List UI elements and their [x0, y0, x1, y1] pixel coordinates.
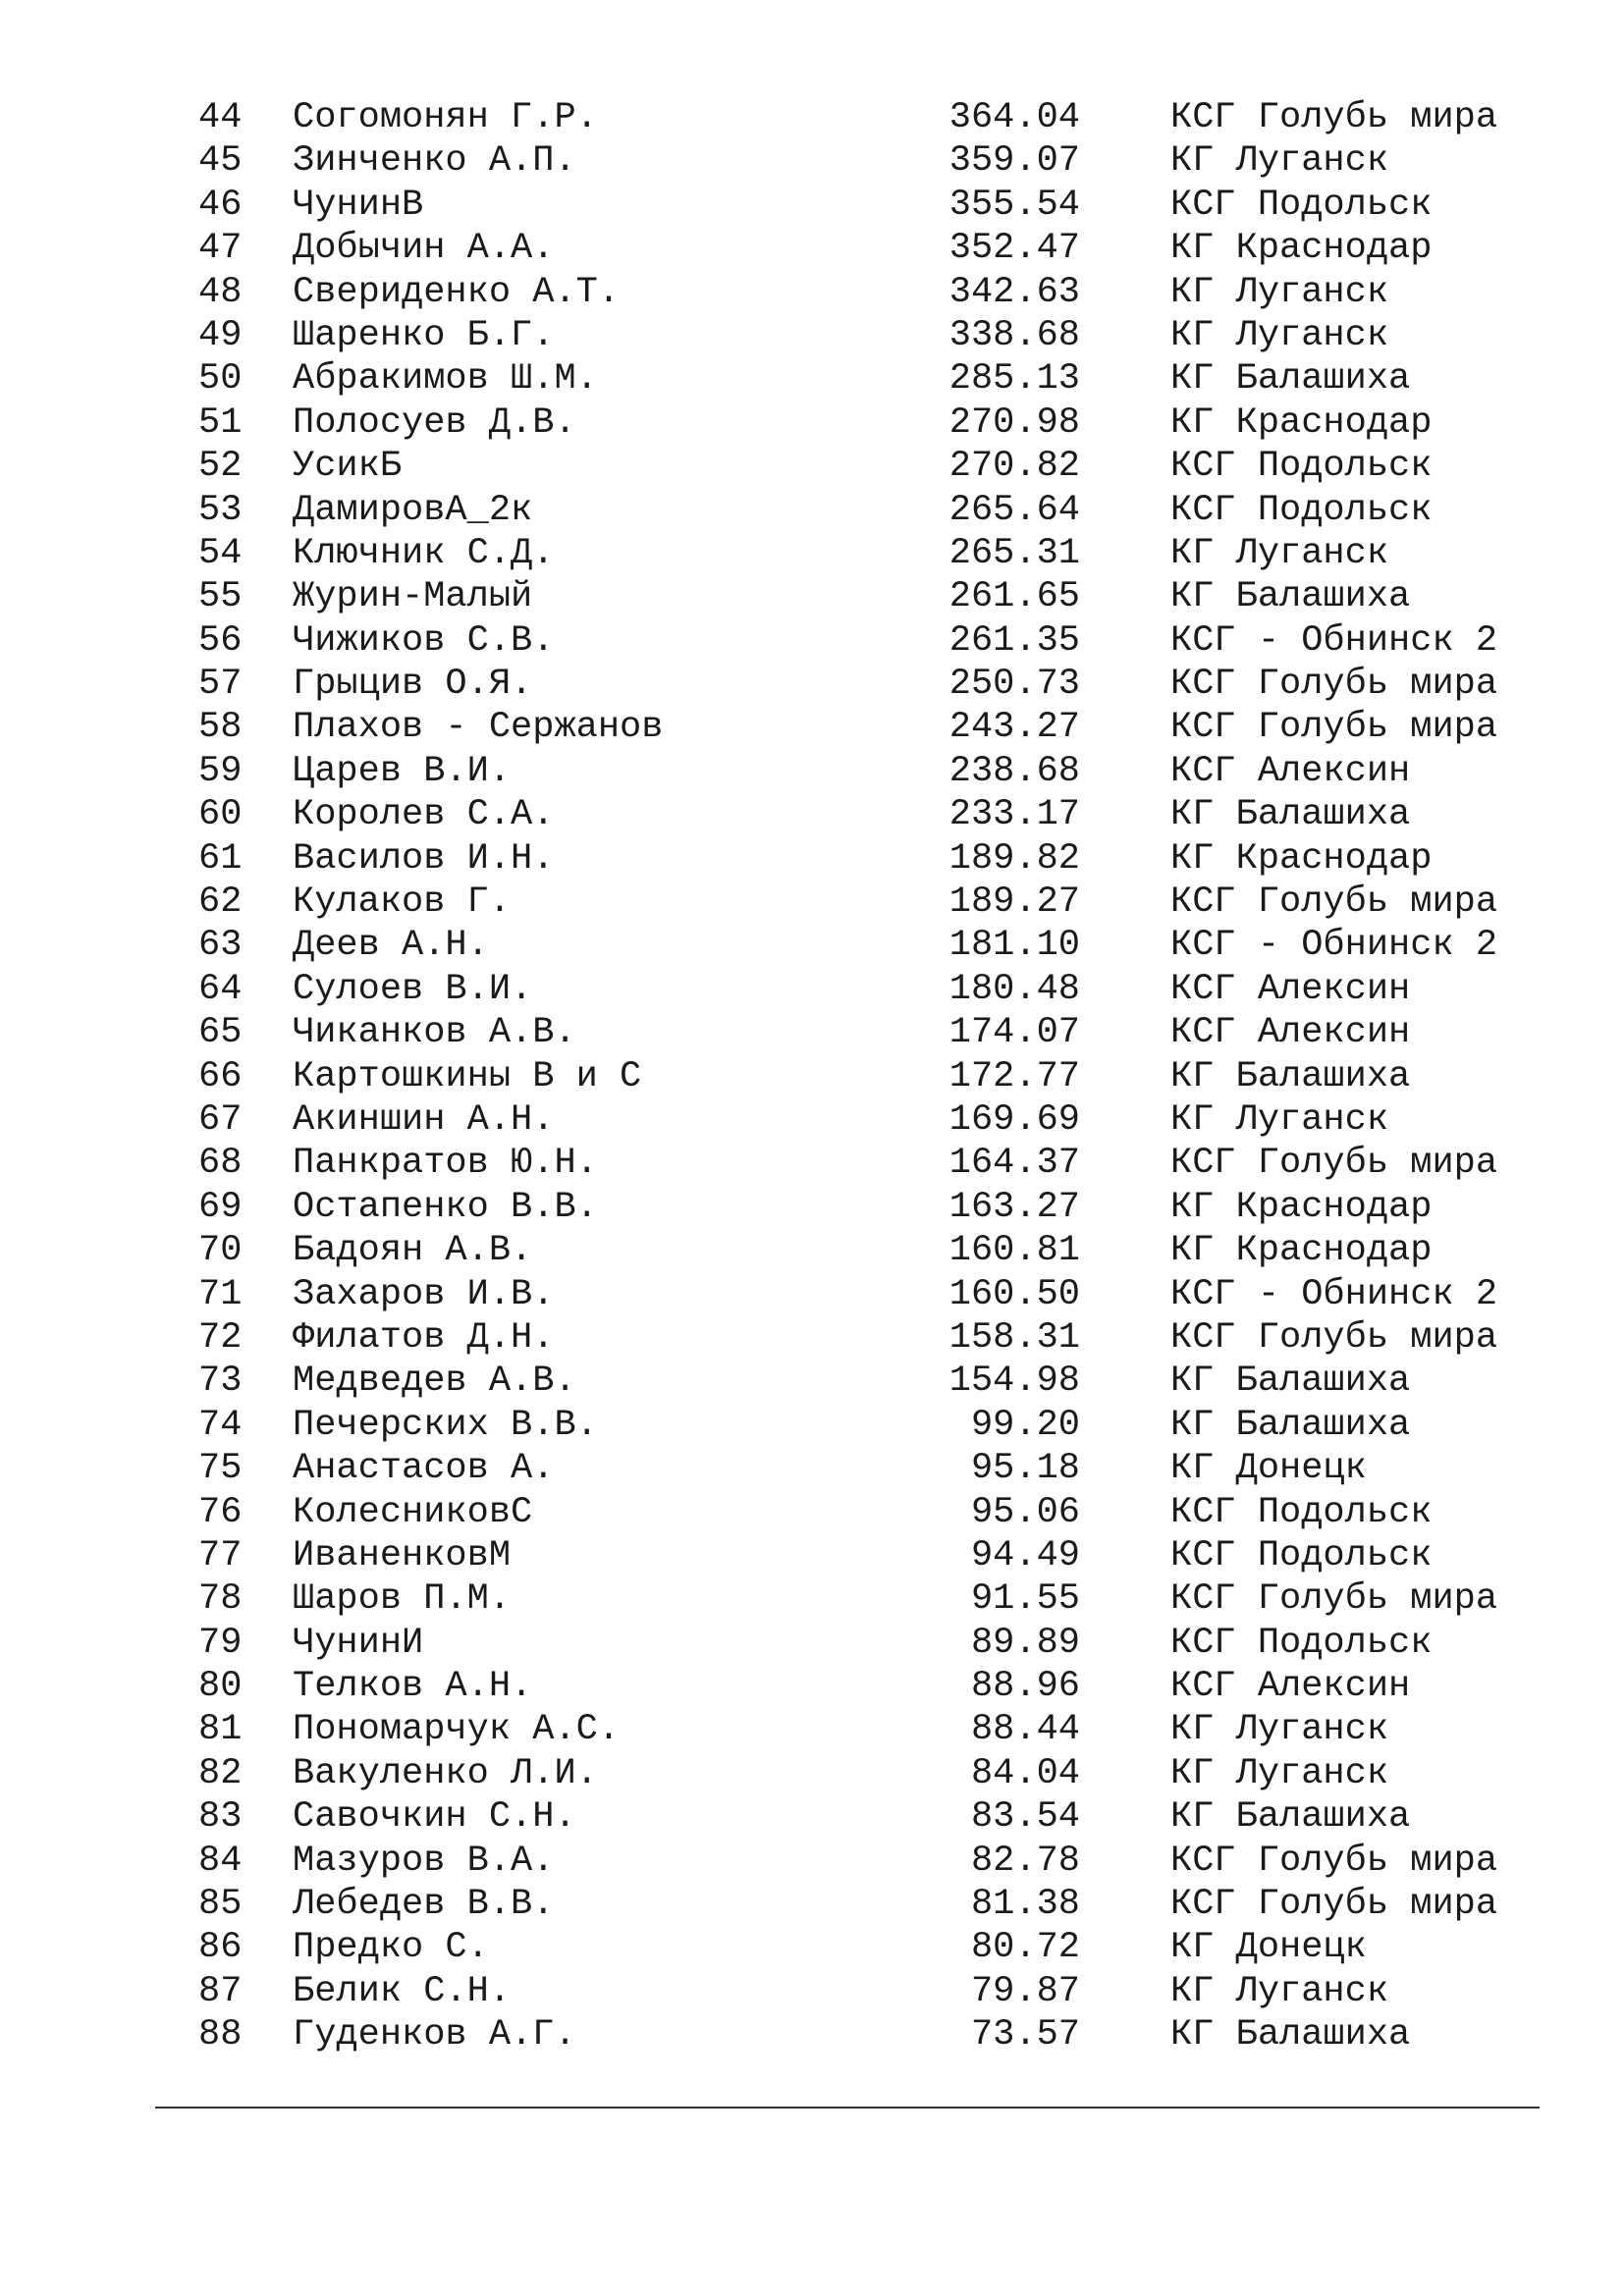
- result-row: [0, 1360, 1624, 1403]
- participant-name: Мазуров В.А.: [293, 1840, 555, 1882]
- rank-number: 83: [198, 1796, 243, 1839]
- participant-name: Захаров И.В.: [293, 1273, 555, 1315]
- club-name: КСГ Алексин: [1170, 1666, 1411, 1708]
- score-value: 164.37: [948, 1143, 1080, 1185]
- score-value: 172.77: [948, 1055, 1080, 1097]
- participant-name: ЧунинИ: [293, 1622, 424, 1664]
- participant-name: Филатов Д.Н.: [293, 1316, 555, 1359]
- rank-number: 61: [198, 837, 243, 880]
- score-value: 83.54: [970, 1796, 1080, 1839]
- participant-name: Панкратов Ю.Н.: [293, 1143, 598, 1185]
- club-name: КГ Донецк: [1170, 1927, 1367, 1969]
- score-value: 81.38: [970, 1884, 1080, 1926]
- participant-name: Остапенко В.В.: [293, 1186, 598, 1228]
- participant-name: Согомонян Г.Р.: [293, 97, 598, 138]
- score-value: 95.06: [970, 1491, 1080, 1533]
- result-row: [0, 401, 1624, 445]
- score-value: 342.63: [948, 271, 1080, 313]
- rank-number: 60: [198, 794, 243, 836]
- rank-number: 66: [198, 1055, 243, 1097]
- result-row: [0, 357, 1624, 400]
- result-row: [0, 1926, 1624, 1969]
- score-value: 73.57: [970, 2014, 1080, 2056]
- participant-name: Свериденко А.Т.: [293, 271, 621, 313]
- result-row: [0, 837, 1624, 881]
- result-row: [0, 663, 1624, 706]
- score-value: 88.44: [970, 1709, 1080, 1751]
- score-value: 189.27: [948, 881, 1080, 924]
- club-name: КГ Луганск: [1170, 314, 1389, 356]
- participant-name: ЧунинВ: [293, 184, 424, 226]
- rank-number: 64: [198, 968, 243, 1010]
- club-name: КГ Балашиха: [1170, 1055, 1411, 1097]
- participant-name: Полосуев Д.В.: [293, 401, 576, 444]
- rank-number: 69: [198, 1186, 243, 1228]
- participant-name: Добычин А.А.: [293, 228, 555, 270]
- result-row: [0, 1273, 1624, 1316]
- participant-name: Грыцив О.Я.: [293, 664, 533, 706]
- participant-name: Медведев А.В.: [293, 1361, 576, 1403]
- result-row: [0, 227, 1624, 270]
- score-value: 243.27: [948, 707, 1080, 749]
- rank-number: 44: [198, 97, 243, 138]
- score-value: 265.31: [948, 532, 1080, 574]
- score-value: 163.27: [948, 1186, 1080, 1228]
- participant-name: Вакуленко Л.И.: [293, 1752, 598, 1794]
- participant-name: Телков А.Н.: [293, 1666, 533, 1708]
- score-value: 364.04: [948, 97, 1080, 138]
- rank-number: 59: [198, 750, 243, 792]
- participant-name: Шаренко Б.Г.: [293, 314, 555, 356]
- result-row: [0, 96, 1624, 139]
- result-row: [0, 575, 1624, 618]
- participant-name: Сулоев В.И.: [293, 968, 533, 1010]
- club-name: КСГ Голубь мира: [1170, 1578, 1498, 1621]
- participant-name: Ключник С.Д.: [293, 532, 555, 574]
- rank-number: 46: [198, 184, 243, 226]
- score-value: 261.65: [948, 576, 1080, 618]
- result-row: [0, 881, 1624, 924]
- rank-number: 80: [198, 1666, 243, 1708]
- club-name: КСГ Голубь мира: [1170, 1840, 1498, 1882]
- result-row: [0, 1622, 1624, 1665]
- result-row: [0, 445, 1624, 488]
- club-name: КГ Балашиха: [1170, 576, 1411, 618]
- club-name: КСГ - Обнинск 2: [1170, 619, 1498, 662]
- club-name: КГ Краснодар: [1170, 228, 1433, 270]
- result-row: [0, 139, 1624, 183]
- rank-number: 85: [198, 1884, 243, 1926]
- participant-name: Печерских В.В.: [293, 1404, 598, 1446]
- score-value: 91.55: [970, 1578, 1080, 1621]
- club-name: КГ Балашиха: [1170, 358, 1411, 400]
- result-row: [0, 1316, 1624, 1360]
- score-value: 238.68: [948, 750, 1080, 792]
- club-name: КГ Луганск: [1170, 140, 1389, 183]
- club-name: КГ Луганск: [1170, 1098, 1389, 1141]
- club-name: КСГ Алексин: [1170, 968, 1411, 1010]
- score-value: 99.20: [970, 1404, 1080, 1446]
- participant-name: УсикБ: [293, 446, 403, 488]
- club-name: КГ Балашиха: [1170, 2014, 1411, 2056]
- club-name: КСГ Подольск: [1170, 1622, 1433, 1664]
- score-value: 270.98: [948, 401, 1080, 444]
- club-name: КСГ Голубь мира: [1170, 1316, 1498, 1359]
- rank-number: 87: [198, 1970, 243, 2012]
- participant-name: Анастасов А.: [293, 1448, 555, 1490]
- participant-name: ДамировА_2к: [293, 489, 533, 531]
- participant-name: Зинченко А.П.: [293, 140, 576, 183]
- result-row: [0, 1186, 1624, 1229]
- rank-number: 49: [198, 314, 243, 356]
- participant-name: Гуденков А.Г.: [293, 2014, 576, 2056]
- club-name: КГ Балашиха: [1170, 794, 1411, 836]
- score-value: 169.69: [948, 1098, 1080, 1141]
- result-row: [0, 793, 1624, 836]
- score-value: 189.82: [948, 837, 1080, 880]
- result-row: [0, 1055, 1624, 1098]
- score-value: 79.87: [970, 1970, 1080, 2012]
- participant-name: КолесниковС: [293, 1491, 533, 1533]
- rank-number: 67: [198, 1098, 243, 1141]
- score-value: 84.04: [970, 1752, 1080, 1794]
- rank-number: 88: [198, 2014, 243, 2056]
- score-value: 95.18: [970, 1448, 1080, 1490]
- rank-number: 50: [198, 358, 243, 400]
- rank-number: 57: [198, 664, 243, 706]
- club-name: КГ Луганск: [1170, 271, 1389, 313]
- rank-number: 81: [198, 1709, 243, 1751]
- participant-name: Царев В.И.: [293, 750, 512, 792]
- result-row: [0, 750, 1624, 793]
- participant-name: Василов И.Н.: [293, 837, 555, 880]
- result-row: [0, 1883, 1624, 1926]
- club-name: КСГ Голубь мира: [1170, 97, 1498, 138]
- rank-number: 73: [198, 1361, 243, 1403]
- results-list: [0, 96, 1624, 2057]
- rank-number: 56: [198, 619, 243, 662]
- result-row: [0, 532, 1624, 575]
- club-name: КСГ - Обнинск 2: [1170, 925, 1498, 967]
- club-name: КСГ Подольск: [1170, 446, 1433, 488]
- score-value: 359.07: [948, 140, 1080, 183]
- score-value: 338.68: [948, 314, 1080, 356]
- rank-number: 52: [198, 446, 243, 488]
- participant-name: Акиншин А.Н.: [293, 1098, 555, 1141]
- result-row: [0, 1577, 1624, 1621]
- rank-number: 65: [198, 1012, 243, 1054]
- result-row: [0, 1752, 1624, 1795]
- rank-number: 62: [198, 881, 243, 924]
- participant-name: Чижиков С.В.: [293, 619, 555, 662]
- result-row: [0, 968, 1624, 1011]
- club-name: КСГ Подольск: [1170, 184, 1433, 226]
- score-value: 270.82: [948, 446, 1080, 488]
- rank-number: 71: [198, 1273, 243, 1315]
- participant-name: Пономарчук А.С.: [293, 1709, 621, 1751]
- rank-number: 77: [198, 1534, 243, 1576]
- participant-name: Предко С.: [293, 1927, 489, 1969]
- club-name: КСГ Алексин: [1170, 1012, 1411, 1054]
- club-name: КГ Луганск: [1170, 532, 1389, 574]
- result-row: [0, 1011, 1624, 1054]
- score-value: 233.17: [948, 794, 1080, 836]
- score-value: 158.31: [948, 1316, 1080, 1359]
- score-value: 174.07: [948, 1012, 1080, 1054]
- rank-number: 55: [198, 576, 243, 618]
- result-row: [0, 619, 1624, 663]
- score-value: 355.54: [948, 184, 1080, 226]
- score-value: 265.64: [948, 489, 1080, 531]
- result-row: [0, 1708, 1624, 1751]
- rank-number: 76: [198, 1491, 243, 1533]
- result-row: [0, 1970, 1624, 2013]
- club-name: КГ Луганск: [1170, 1709, 1389, 1751]
- participant-name: Журин-Малый: [293, 576, 533, 618]
- score-value: 180.48: [948, 968, 1080, 1010]
- club-name: КГ Балашиха: [1170, 1404, 1411, 1446]
- result-row: [0, 1404, 1624, 1447]
- result-row: [0, 2013, 1624, 2056]
- club-name: КГ Луганск: [1170, 1752, 1389, 1794]
- participant-name: Абракимов Ш.М.: [293, 358, 598, 400]
- rank-number: 74: [198, 1404, 243, 1446]
- result-row: [0, 314, 1624, 357]
- result-row: [0, 924, 1624, 967]
- rank-number: 63: [198, 925, 243, 967]
- score-value: 154.98: [948, 1361, 1080, 1403]
- rank-number: 48: [198, 271, 243, 313]
- participant-name: Савочкин С.Н.: [293, 1796, 576, 1839]
- club-name: КСГ Голубь мира: [1170, 664, 1498, 706]
- participant-name: Кулаков Г.: [293, 881, 512, 924]
- club-name: КСГ Голубь мира: [1170, 881, 1498, 924]
- rank-number: 68: [198, 1143, 243, 1185]
- score-value: 250.73: [948, 664, 1080, 706]
- rank-number: 54: [198, 532, 243, 574]
- score-value: 181.10: [948, 925, 1080, 967]
- rank-number: 78: [198, 1578, 243, 1621]
- club-name: КСГ Подольск: [1170, 1534, 1433, 1576]
- club-name: КСГ Голубь мира: [1170, 1143, 1498, 1185]
- rank-number: 51: [198, 401, 243, 444]
- score-value: 261.35: [948, 619, 1080, 662]
- rank-number: 82: [198, 1752, 243, 1794]
- rank-number: 45: [198, 140, 243, 183]
- club-name: КСГ - Обнинск 2: [1170, 1273, 1498, 1315]
- score-value: 285.13: [948, 358, 1080, 400]
- result-row: [0, 1142, 1624, 1185]
- club-name: КСГ Голубь мира: [1170, 1884, 1498, 1926]
- participant-name: Деев А.Н.: [293, 925, 489, 967]
- participant-name: ИваненковМ: [293, 1534, 512, 1576]
- rank-number: 58: [198, 707, 243, 749]
- participant-name: Лебедев В.В.: [293, 1884, 555, 1926]
- participant-name: Шаров П.М.: [293, 1578, 512, 1621]
- rank-number: 75: [198, 1448, 243, 1490]
- rank-number: 84: [198, 1840, 243, 1882]
- club-name: КСГ Голубь мира: [1170, 707, 1498, 749]
- club-name: КГ Луганск: [1170, 1970, 1389, 2012]
- score-value: 160.81: [948, 1230, 1080, 1272]
- result-row: [0, 1534, 1624, 1577]
- rank-number: 70: [198, 1230, 243, 1272]
- score-value: 89.89: [970, 1622, 1080, 1664]
- club-name: КСГ Подольск: [1170, 489, 1433, 531]
- score-value: 82.78: [970, 1840, 1080, 1882]
- result-row: [0, 1795, 1624, 1839]
- participant-name: Плахов - Сержанов: [293, 707, 664, 749]
- rank-number: 86: [198, 1927, 243, 1969]
- participant-name: Бадоян А.В.: [293, 1230, 533, 1272]
- result-row: [0, 1491, 1624, 1534]
- score-value: 94.49: [970, 1534, 1080, 1576]
- participant-name: Королев С.А.: [293, 794, 555, 836]
- result-row: [0, 1840, 1624, 1883]
- result-row: [0, 1665, 1624, 1708]
- club-name: КГ Краснодар: [1170, 837, 1433, 880]
- rank-number: 53: [198, 489, 243, 531]
- result-row: [0, 1098, 1624, 1142]
- club-name: КГ Краснодар: [1170, 401, 1433, 444]
- club-name: КГ Балашиха: [1170, 1796, 1411, 1839]
- club-name: КГ Краснодар: [1170, 1186, 1433, 1228]
- rank-number: 79: [198, 1622, 243, 1664]
- result-row: [0, 271, 1624, 314]
- result-row: [0, 1229, 1624, 1272]
- participant-name: Белик С.Н.: [293, 1970, 512, 2012]
- club-name: КГ Донецк: [1170, 1448, 1367, 1490]
- participant-name: Картошкины В и С: [293, 1055, 642, 1097]
- club-name: КСГ Алексин: [1170, 750, 1411, 792]
- score-value: 80.72: [970, 1927, 1080, 1969]
- rank-number: 47: [198, 228, 243, 270]
- result-row: [0, 706, 1624, 749]
- club-name: КСГ Подольск: [1170, 1491, 1433, 1533]
- participant-name: Чиканков А.В.: [293, 1012, 576, 1054]
- club-name: КГ Балашиха: [1170, 1361, 1411, 1403]
- score-value: 88.96: [970, 1666, 1080, 1708]
- bottom-rule: [155, 2107, 1540, 2109]
- result-row: [0, 489, 1624, 532]
- result-row: [0, 1447, 1624, 1490]
- score-value: 160.50: [948, 1273, 1080, 1315]
- score-value: 352.47: [948, 228, 1080, 270]
- club-name: КГ Краснодар: [1170, 1230, 1433, 1272]
- result-row: [0, 184, 1624, 227]
- rank-number: 72: [198, 1316, 243, 1359]
